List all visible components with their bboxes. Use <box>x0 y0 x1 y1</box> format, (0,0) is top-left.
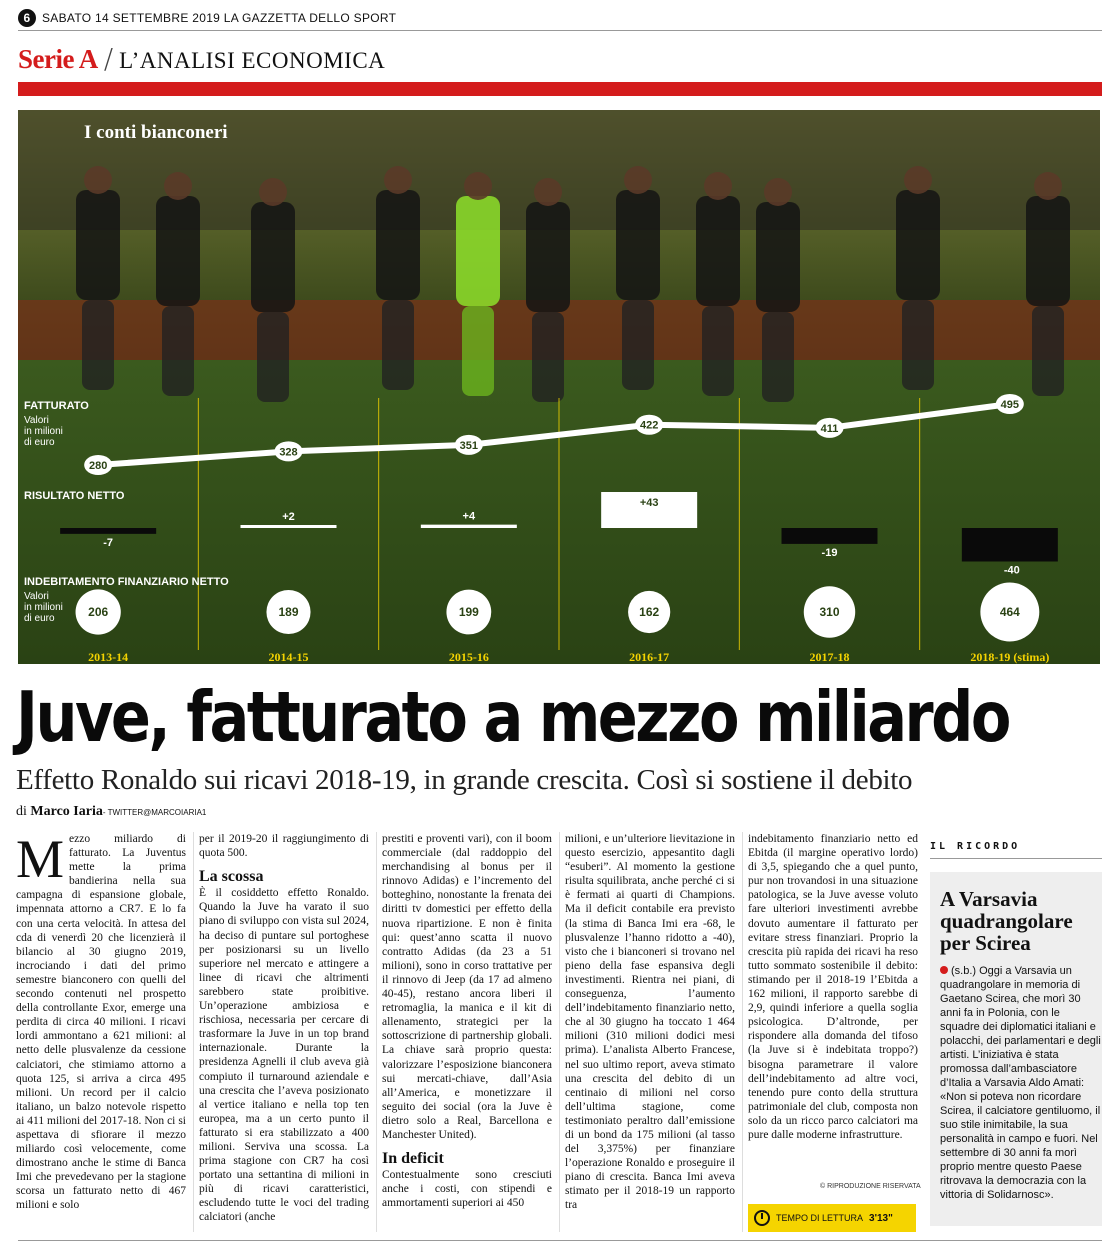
infographic-title: I conti bianconeri <box>84 122 228 143</box>
col5-text: indebitamento finanziario netto ed Ebitda (il margine operativo lordo) di 3,5, spiegando che a quel punto, pur non trovandosi in una situazione patologica, se la Juve avesse voluto fare ulteriori investimenti avrebbe dovuto aumentare il fatturato per evitare stress finanziari. Proprio la crescita più rapida dei ricavi ha reso tutto sommato sostenibile il debito: stimando per il 2018-19 l’Ebitda a 162 milioni, il rapporto sarebbe di 2,9, quindi inferiore a quella soglia psicologica. D’altronde, per rispondere alla domanda del tifoso (la Juve si è indebitata troppo?) bisogna parametrare il valore dell’indebitamento ad altre voci, tenendo pure conto della struttura patrimoniale del club, composta non solo da un ricco parco calciatori ma pure dalle moderne infrastrutture. <box>748 833 918 1141</box>
risultato-bar <box>241 525 337 528</box>
player-silhouette <box>756 202 800 312</box>
sidebar-label: IL RICORDO <box>930 838 1102 859</box>
sidebar-text: (s.b.) Oggi a Varsavia un quadrangolare in memoria di Gaetano Scirea, che morì 30 anni fa in Polonia, con le squadre dei diplomatici italiani e polacchi, dei parlamentari e degli artisti. L’iniziativa è stata promossa dall’ambasciatore d’Italia a Varsavia Aldo Amati: «Non si poteva non ricordare Scirea, il calciatore gentiluomo, il suo stile inimitabile, la sua personalità in campo e fuori. Nel settembre di 30 anni fa morì proprio mentre questo Paese ritrovava la democrazia con la vittoria di Solidarnosc». <box>940 965 1101 1201</box>
dateline-bar <box>18 8 396 28</box>
fatturato-value: 422 <box>639 419 659 432</box>
player-legs <box>702 306 734 396</box>
article-column-3 <box>382 832 552 1232</box>
col3-text-a: prestiti e proventi vari), con il boom commerciale (dal raddoppio del merchandising al bonus per il rinnovo Adidas) e l’incremento del botteghino, nonostante la frenata dei diritti tv domestici per effetto della nuova ripartizione. E non è finita qui: quest’anno scatta il nuovo contratto Adidas (da 23 a 51 milioni), sono in corso trattative per il rinnovo di Jeep (da 17 ad almeno 40-45), restano ancora liberi il retromaglia, la manica e il kit di allenamento, strategici per la sottoscrizione di partnership globali. La chiave sarà proprio questa: valorizzare l’esposizione bianconera sui mercati-chiave, dall’Asia all’America, e monetizzare il seguito dei social (ora la Juve è dietro solo a Real, Barcellona e Manchester United). <box>382 833 552 1141</box>
player-head <box>259 178 287 206</box>
red-dot-icon <box>940 966 948 974</box>
player-legs <box>902 300 934 390</box>
player-silhouette <box>76 190 120 300</box>
col2-text-a: per il 2019-20 il raggiungimento di quota 500. <box>199 833 369 860</box>
player-silhouette <box>896 190 940 300</box>
category-label: 2014-15 <box>268 650 309 664</box>
section-red-bar <box>18 82 1102 96</box>
subheading-in-deficit: In deficit <box>382 1150 444 1168</box>
column-divider <box>742 832 743 1232</box>
player-silhouette <box>616 190 660 300</box>
risultato-value: +4 <box>462 510 476 523</box>
author-name: Marco Iaria <box>30 804 103 819</box>
author-twitter: - TWITTER@MARCOIARIA1 <box>102 808 207 817</box>
risultato-value: -40 <box>1003 564 1020 577</box>
section-slash: / <box>103 42 114 75</box>
player-legs <box>382 300 414 390</box>
fatturato-value: 495 <box>1000 399 1020 411</box>
risultato-value: +2 <box>282 511 295 523</box>
headline: Juve, fatturato a mezzo miliardo <box>16 676 1009 758</box>
subtitle: Effetto Ronaldo sui ricavi 2018-19, in grande crescita. Così si sostiene il debito <box>16 764 913 796</box>
player-legs <box>762 312 794 402</box>
category-label: 2015-16 <box>448 650 489 664</box>
player-silhouette <box>376 190 420 300</box>
player-head <box>764 178 792 206</box>
reading-time-value: 3'13" <box>869 1212 893 1224</box>
player-silhouette <box>1026 196 1070 306</box>
col3-text-b: Contestualmente sono cresciuti anche i costi, con stipendi e ammortamenti superiori ai 450 <box>382 1169 552 1210</box>
player-head <box>904 166 932 194</box>
risultato-label: RISULTATO NETTO <box>24 490 125 502</box>
category-label: 2018-19 (stima) <box>970 650 1050 664</box>
debito-value: 189 <box>278 605 299 619</box>
player-head <box>384 166 412 194</box>
risultato-bar <box>421 525 517 528</box>
player-silhouette <box>456 196 500 306</box>
player-head <box>84 166 112 194</box>
fatturato-unit: di euro <box>24 437 55 448</box>
fatturato-value: 351 <box>459 439 479 452</box>
risultato-bar <box>782 528 878 544</box>
risultato-bar <box>962 528 1058 561</box>
page-number: 6 <box>18 9 36 27</box>
fatturato-value: 280 <box>88 460 108 472</box>
player-legs <box>82 300 114 390</box>
risultato-value: +43 <box>639 497 659 509</box>
player-legs <box>1032 306 1064 396</box>
debito-label: INDEBITAMENTO FINANZIARIO NETTO <box>24 576 229 588</box>
player-head <box>464 172 492 200</box>
infographic <box>18 110 1100 664</box>
reading-time-box <box>748 1204 916 1232</box>
player-silhouette <box>251 202 295 312</box>
player-head <box>624 166 652 194</box>
sidebar-title: A Varsavia quadrangolare per Scirea <box>940 887 1073 955</box>
subheading-la-scossa: La scossa <box>199 868 264 886</box>
column-divider <box>193 832 194 1232</box>
fatturato-label: FATTURATO <box>24 400 89 412</box>
player-head <box>1034 172 1062 200</box>
top-rule <box>18 30 1102 31</box>
risultato-bar <box>60 528 156 534</box>
player-silhouette <box>526 202 570 312</box>
byline-prefix: di <box>16 804 27 819</box>
player-legs <box>532 312 564 402</box>
fatturato-value: 411 <box>820 422 839 435</box>
bottom-rule <box>18 1240 1102 1241</box>
risultato-value: -7 <box>103 536 114 549</box>
player-head <box>534 178 562 206</box>
player-head <box>164 172 192 200</box>
col4-text: milioni, e un’ulteriore lievitazione in questo esercizio, appesantito dagli “esuberi”. Al momento la gestione risulta squilibrata, anche perché ci si è fermati ai quarti di Champions. Ma il deficit contabile era previsto (la stima di Banca Imi era -68, le plusvalenze l’hanno ridotto a -40), visto che i bianconeri si trovano nel pieno della fase espansiva degli investimenti. Rientra nei piani, di conseguenza, l’aumento dell’indebitamento finanziario netto, che al 30 giugno ha toccato 1 464 milioni (310 milioni dodici mesi prima). L’analista Alberto Francese, nel suo ultimo report, aveva stimato una crescita del debito di un centinaio di milioni nel corso dell’ultima stagione, come testimoniato peraltro dall’emissione di un bond da 175 milioni (al tasso del 3,375%) per finanziare l’operazione Ronaldo e proseguire il piano di crescita. Banca Imi aveva stimato per il 2018-19 un rapporto tra <box>565 833 735 1212</box>
fatturato-value: 328 <box>279 446 298 459</box>
col1-text: ezzo miliardo di fatturato. La Juventus mette la prima bandierina nella sua campagna di espansione globale, impennata attorno a CR7. E lo fa con una certa velocità. In attesa del cda di venerdì 20 che licenzierà il bilancio al 30 giugno 2019, incrociando i dati del primo semestre bianconero con quelli del secondo contenuti nel prospetto della controllante Exor, emerge una perdita di circa 40 milioni. I ricavi lordi ammontano a 621 milioni: al netto delle plusvalenze da cessione calciatori, che stimiamo attorno a quota 125, si arriva a circa 495 milioni. Un record per il calcio italiano, un balzo notevole rispetto ai 411 milioni del 2017-18. Non ci si aspettava di sfiorare il mezzo miliardo così velocemente, come dimostrano anche le stime di Banca Imi che prevedevano per la stagione scorsa un fatturato netto di 467 milioni e solo <box>16 833 186 1212</box>
debito-value: 310 <box>819 605 840 619</box>
player-silhouette <box>696 196 740 306</box>
col2-text-b: È il cosiddetto effetto Ronaldo. Quando la Juve ha varato il suo piano di sviluppo con vista sul 2024, ha deciso di puntare sul portoghese per posizionarsi su un livello superiore nel mercato e attingere a linee di ricavi che altrimenti sarebbero state proibitive. Un’operazione ambiziosa e rischiosa, necessaria per cercare di trasformare la Juve in un top brand internazionale. Durante la presidenza Agnelli il club aveva già compiuto il turnaround aziendale e una crescita che l’aveva posizionato al vertice italiano e nella top ten europea, ma a un certo punto il fatturato si era stabilizzato a 400 milioni. Serviva una scossa. La prima stagione con CR7 ha così portato una settantina di milioni in più di ricavi caratteristici, escludendo tutte le voci del trading calciatori (anche <box>199 887 369 1224</box>
debito-unit: Valori <box>24 591 49 602</box>
fatturato-unit: in milioni <box>24 426 63 437</box>
article-column-1 <box>16 832 186 1232</box>
player-head <box>704 172 732 200</box>
player-legs <box>257 312 289 402</box>
sidebar-box <box>930 872 1102 1226</box>
risultato-value: -19 <box>821 546 838 559</box>
category-label: 2017-18 <box>809 650 850 664</box>
infographic-chart <box>18 110 1100 664</box>
copyright-notice: © RIPRODUZIONE RISERVATA <box>820 1183 921 1190</box>
debito-value: 162 <box>639 605 660 619</box>
section-name: Serie A <box>18 44 98 74</box>
player-legs <box>622 300 654 390</box>
fatturato-unit: Valori <box>24 415 49 426</box>
sidebar-text-wrap <box>940 964 1102 1202</box>
dateline: SABATO 14 SETTEMBRE 2019 LA GAZZETTA DELLO SPORT <box>42 11 397 25</box>
debito-value: 464 <box>999 605 1020 619</box>
dropcap: M <box>16 832 65 889</box>
player-legs <box>162 306 194 396</box>
byline <box>16 804 206 820</box>
player-silhouette <box>156 196 200 306</box>
clock-icon <box>754 1210 770 1226</box>
debito-unit: in milioni <box>24 602 63 613</box>
column-divider <box>376 832 377 1232</box>
column-divider <box>559 832 560 1232</box>
debito-unit: di euro <box>24 613 55 624</box>
category-label: 2016-17 <box>629 650 670 664</box>
section-heading <box>18 42 385 75</box>
player-legs <box>462 306 494 396</box>
article-column-4 <box>565 832 735 1232</box>
sidebar-il-ricordo <box>930 838 1102 1226</box>
article-body <box>16 832 916 1232</box>
article-column-2 <box>199 832 369 1232</box>
subsection-name: L’ANALISI ECONOMICA <box>119 48 386 73</box>
reading-time-label: TEMPO DI LETTURA <box>776 1213 864 1223</box>
debito-value: 206 <box>88 605 109 619</box>
category-label: 2013-14 <box>88 650 129 664</box>
debito-value: 199 <box>458 605 479 619</box>
article-column-5 <box>748 832 918 1182</box>
